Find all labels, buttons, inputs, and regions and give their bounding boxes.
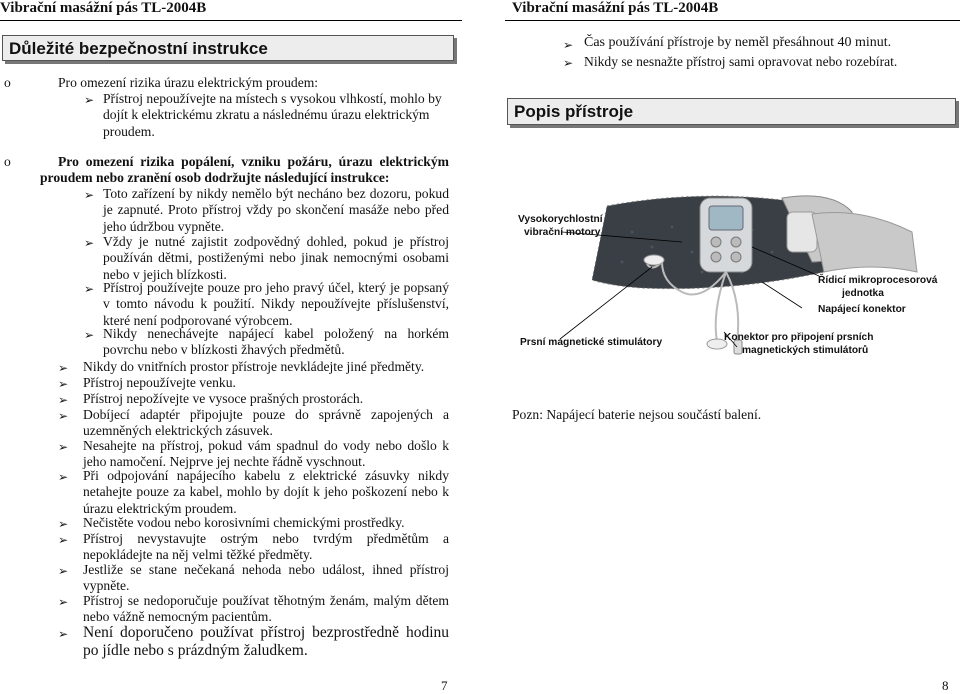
- callout-magnet: Prsní magnetické stimulátory: [520, 337, 663, 348]
- callout-connector-2: magnetických stimulátorů: [742, 345, 869, 356]
- s2-item-4: Nikdy nenechávejte napájecí kabel položený na horkém povrchu nebo v blízkosti žhavých předmětů.: [103, 326, 449, 358]
- arrow-bullet-icon: ➢: [563, 38, 574, 52]
- description-title: Popis přístroje: [507, 98, 956, 125]
- left-header: Vibrační masážní pás TL-2004B: [0, 0, 207, 16]
- page-number-right: 8: [942, 678, 949, 693]
- s2-item-3: Přístroj používejte pouze pro jeho pravý účel, který je popsaný v tomto návodu k použití. Nikdy nepoužívejte příslušenství, které není podporované výrobcem.: [103, 280, 449, 328]
- callout-connector-1: Konektor pro připojení prsních: [724, 332, 874, 343]
- item-6: Při odpojování napájecího kabelu z elektrické zásuvky nikdy netahejte pouze za kabel, mohlo by dojít k jeho poškození nebo k úrazu elektrickým proudem.: [83, 468, 449, 516]
- callout-cpu-1: Řídicí mikroprocesorová: [818, 275, 938, 286]
- arrow-bullet-icon: ➢: [84, 328, 95, 342]
- arrow-bullet-icon: ➢: [58, 533, 69, 547]
- circle-bullet: o: [4, 75, 11, 90]
- arrow-bullet-icon: ➢: [58, 393, 69, 407]
- controller-button: [711, 252, 721, 262]
- arrow-bullet-icon: ➢: [84, 282, 95, 296]
- right-header: Vibrační masážní pás TL-2004B: [512, 0, 719, 16]
- right-item-2: Nikdy se nesnažte přístroj sami opravovat nebo rozebírat.: [584, 54, 898, 69]
- s1-item: Přístroj nepoužívejte na místech s vysokou vlhkostí, mohlo by dojít k elektrickému zkratu a následnému úrazu elektrickým proudem.: [103, 91, 442, 139]
- product-diagram: [512, 192, 954, 372]
- item-2: Přístroj nepoužívejte venku.: [83, 375, 236, 390]
- item-10: Přístroj se nedoporučuje používat těhotným ženám, malým dětem nebo vážně nemocným pacientům.: [83, 593, 449, 625]
- left-header-rule: [0, 20, 462, 21]
- belt-strap: [812, 212, 917, 272]
- s2-heading: Pro omezení rizika popálení, vzniku požáru, úrazu elektrickým proudem nebo zranění osob dodržujte následující instrukce:: [40, 154, 449, 186]
- arrow-bullet-icon: ➢: [58, 595, 69, 609]
- arrow-bullet-icon: ➢: [84, 188, 95, 202]
- s2-item-2: Vždy je nutné zajistit zodpovědný dohled, pokud je přístroj používán dětmi, postiženými nebo jinak nemocnými osobami nebo v jejich blízkosti.: [103, 234, 449, 282]
- item-11: Není doporučeno používat přístroj bezprostředně hodinu po jídle nebo s prázdným žaludkem.: [83, 624, 449, 659]
- item-3: Přístroj nepožívejte ve vysoce prašných prostorách.: [83, 391, 364, 406]
- arrow-bullet-icon: ➢: [58, 377, 69, 391]
- item-1: Nikdy do vnitřních prostor přístroje nevkládejte jiné předměty.: [83, 359, 425, 374]
- arrow-bullet-icon: ➢: [563, 56, 574, 70]
- item-9: Jestliže se stane nečekaná nehoda nebo událost, ihned přístroj vypněte.: [83, 562, 449, 594]
- item-8: Přístroj nevystavujte ostrým nebo tvrdým předmětům a nepokládejte na něj velmi těžké předměty.: [83, 531, 449, 563]
- s1-heading: Pro omezení rizika úrazu elektrickým proudem:: [58, 75, 319, 90]
- controller-button: [731, 237, 741, 247]
- arrow-bullet-icon: ➢: [58, 564, 69, 578]
- arrow-bullet-icon: ➢: [58, 470, 69, 484]
- callout-cpu-2: jednotka: [842, 288, 884, 299]
- safety-title: Důležité bezpečnostní instrukce: [2, 35, 454, 61]
- item-4: Dobíjecí adaptér připojujte pouze do správně zapojených a uzemněných elektrických zásuvek.: [83, 407, 449, 439]
- magnet-pad: [644, 255, 664, 265]
- arrow-bullet-icon: ➢: [58, 627, 69, 641]
- callout-power: Napájecí konektor: [818, 304, 906, 315]
- controller-display: [709, 206, 743, 230]
- item-5: Nesahejte na přístroj, pokud vám spadnul do vody nebo došlo k jeho namočení. Nejprve jej nechte řádně vyschnout.: [83, 438, 449, 470]
- controller-button: [711, 237, 721, 247]
- circle-bullet: o: [4, 154, 11, 169]
- arrow-bullet-icon: ➢: [58, 517, 69, 531]
- arrow-bullet-icon: ➢: [58, 409, 69, 423]
- arrow-bullet-icon: ➢: [58, 440, 69, 454]
- s2-item-1: Toto zařízení by nikdy nemělo být necháno bez dozoru, pokud je zapnuté. Proto přístroj vždy po skončení masáže nebo před jeho údržbou vypněte.: [103, 186, 449, 234]
- arrow-bullet-icon: ➢: [58, 361, 69, 375]
- right-item-1: Čas používání přístroje by neměl přesáhnout 40 minut.: [584, 35, 892, 50]
- callout-motors-1: Vysokorychlostní: [518, 214, 603, 225]
- arrow-bullet-icon: ➢: [84, 93, 95, 107]
- callout-motors-2: vibrační motory: [524, 227, 601, 238]
- arrow-bullet-icon: ➢: [84, 236, 95, 250]
- page-number-left: 7: [441, 678, 448, 693]
- item-7: Nečistěte vodou nebo korosivními chemickými prostředky.: [83, 515, 405, 530]
- right-header-rule: [505, 20, 960, 21]
- battery-note: Pozn: Napájecí baterie nejsou součástí balení.: [512, 407, 762, 422]
- controller-button: [731, 252, 741, 262]
